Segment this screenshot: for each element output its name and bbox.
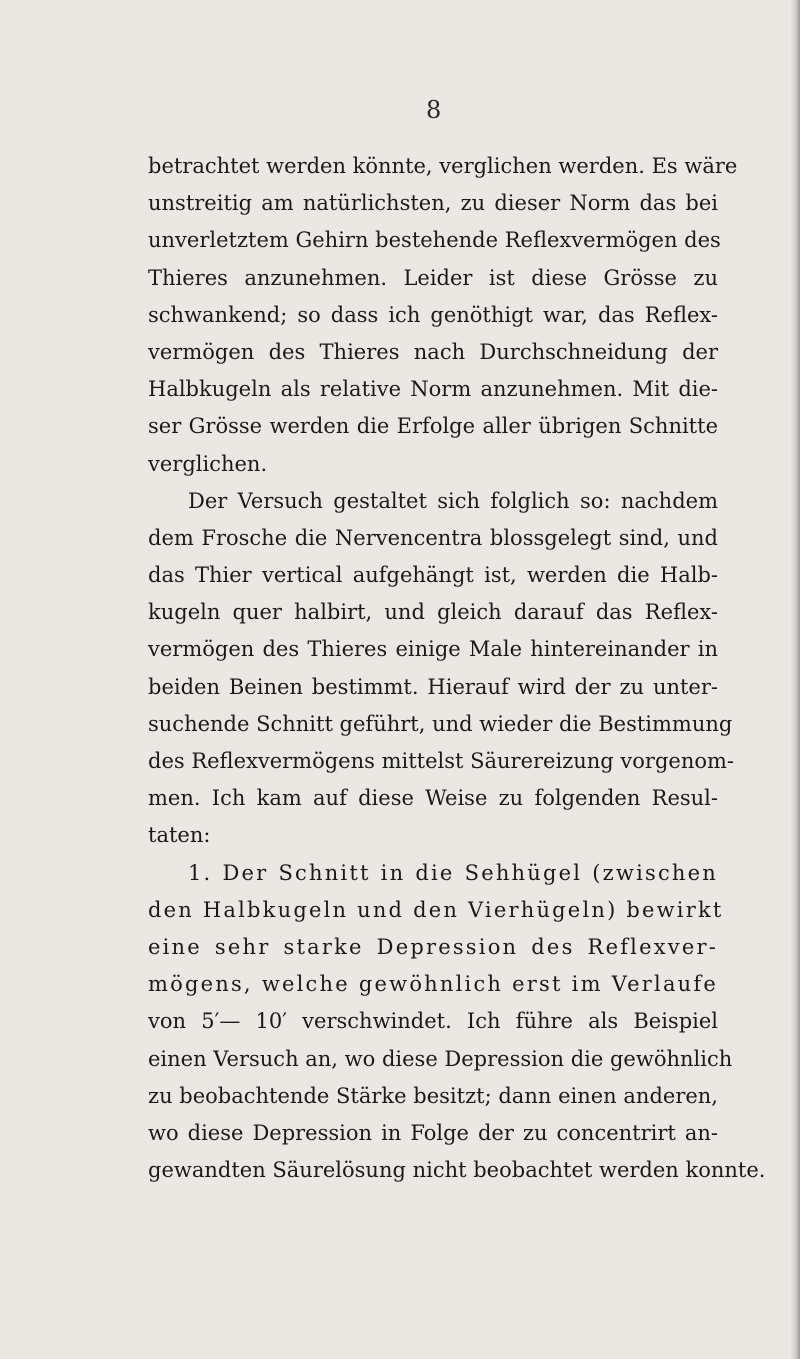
text-line: dem Frosche die Nervencentra blossgelegt sind, und — [148, 525, 718, 550]
text-line: beiden Beinen bestimmt. Hierauf wird der zu unter- — [148, 674, 718, 699]
page-number: 8 — [426, 96, 442, 124]
text-line: vermögen des Thieres nach Durchschneidung der — [148, 339, 718, 364]
paragraph-end-line: gewandten Säurelösung nicht beobachtet werden konnte. — [148, 1158, 766, 1183]
text-line: zu beobachtende Stärke besitzt; dann einen anderen, — [148, 1083, 718, 1108]
paragraph-end-line: taten: — [148, 823, 211, 848]
text-line: unverletztem Gehirn bestehende Reflexvermögen des — [148, 228, 721, 253]
spaced-heading-line: 1. Der Schnitt in die Sehhügel (zwischen — [188, 860, 718, 885]
paragraph-end-line: verglichen. — [148, 451, 268, 476]
text-line: vermögen des Thieres einige Male hintereinander in — [148, 637, 718, 662]
spaced-text-line: den Halbkugeln und den Vierhügeln) bewirkt — [148, 897, 724, 922]
text-line: unstreitig am natürlichsten, zu dieser Norm das bei — [148, 191, 718, 216]
text-line: des Reflexvermögens mittelst Säurereizung vorgenom- — [148, 749, 735, 773]
text-line: das Thier vertical aufgehängt ist, werden die Halb- — [148, 563, 718, 588]
text-line: Halbkugeln als relative Norm anzunehmen. Mit die- — [148, 377, 718, 402]
page-edge-shadow — [790, 0, 800, 1359]
spaced-text-line: eine sehr starke Depression des Reflexver- — [148, 934, 718, 959]
text-line: wo diese Depression in Folge der zu concentrirt an- — [148, 1120, 718, 1145]
paragraph-start-line: Der Versuch gestaltet sich folglich so: nachdem — [188, 488, 718, 513]
body-text — [148, 148, 766, 1189]
text-line: Thieres anzunehmen. Leider ist diese Grösse zu — [148, 265, 718, 290]
text-line: einen Versuch an, wo diese Depression die gewöhnlich — [148, 1046, 733, 1071]
text-line: betrachtet werden könnte, verglichen werden. Es wäre — [148, 154, 738, 178]
text-line: von 5′— 10′ verschwindet. Ich führe als Beispiel — [148, 1009, 718, 1034]
text-line: ser Grösse werden die Erfolge aller übrigen Schnitte — [148, 414, 718, 439]
text-line: schwankend; so dass ich genöthigt war, das Reflex- — [148, 302, 718, 327]
text-line: men. Ich kam auf diese Weise zu folgenden Resul- — [148, 786, 718, 811]
text-line: kugeln quer halbirt, und gleich darauf das Reflex- — [148, 600, 718, 625]
spaced-text-line: mögens, welche gewöhnlich erst im Verlaufe — [148, 972, 718, 997]
text-line: suchende Schnitt geführt, und wieder die Bestimmung — [148, 711, 733, 736]
